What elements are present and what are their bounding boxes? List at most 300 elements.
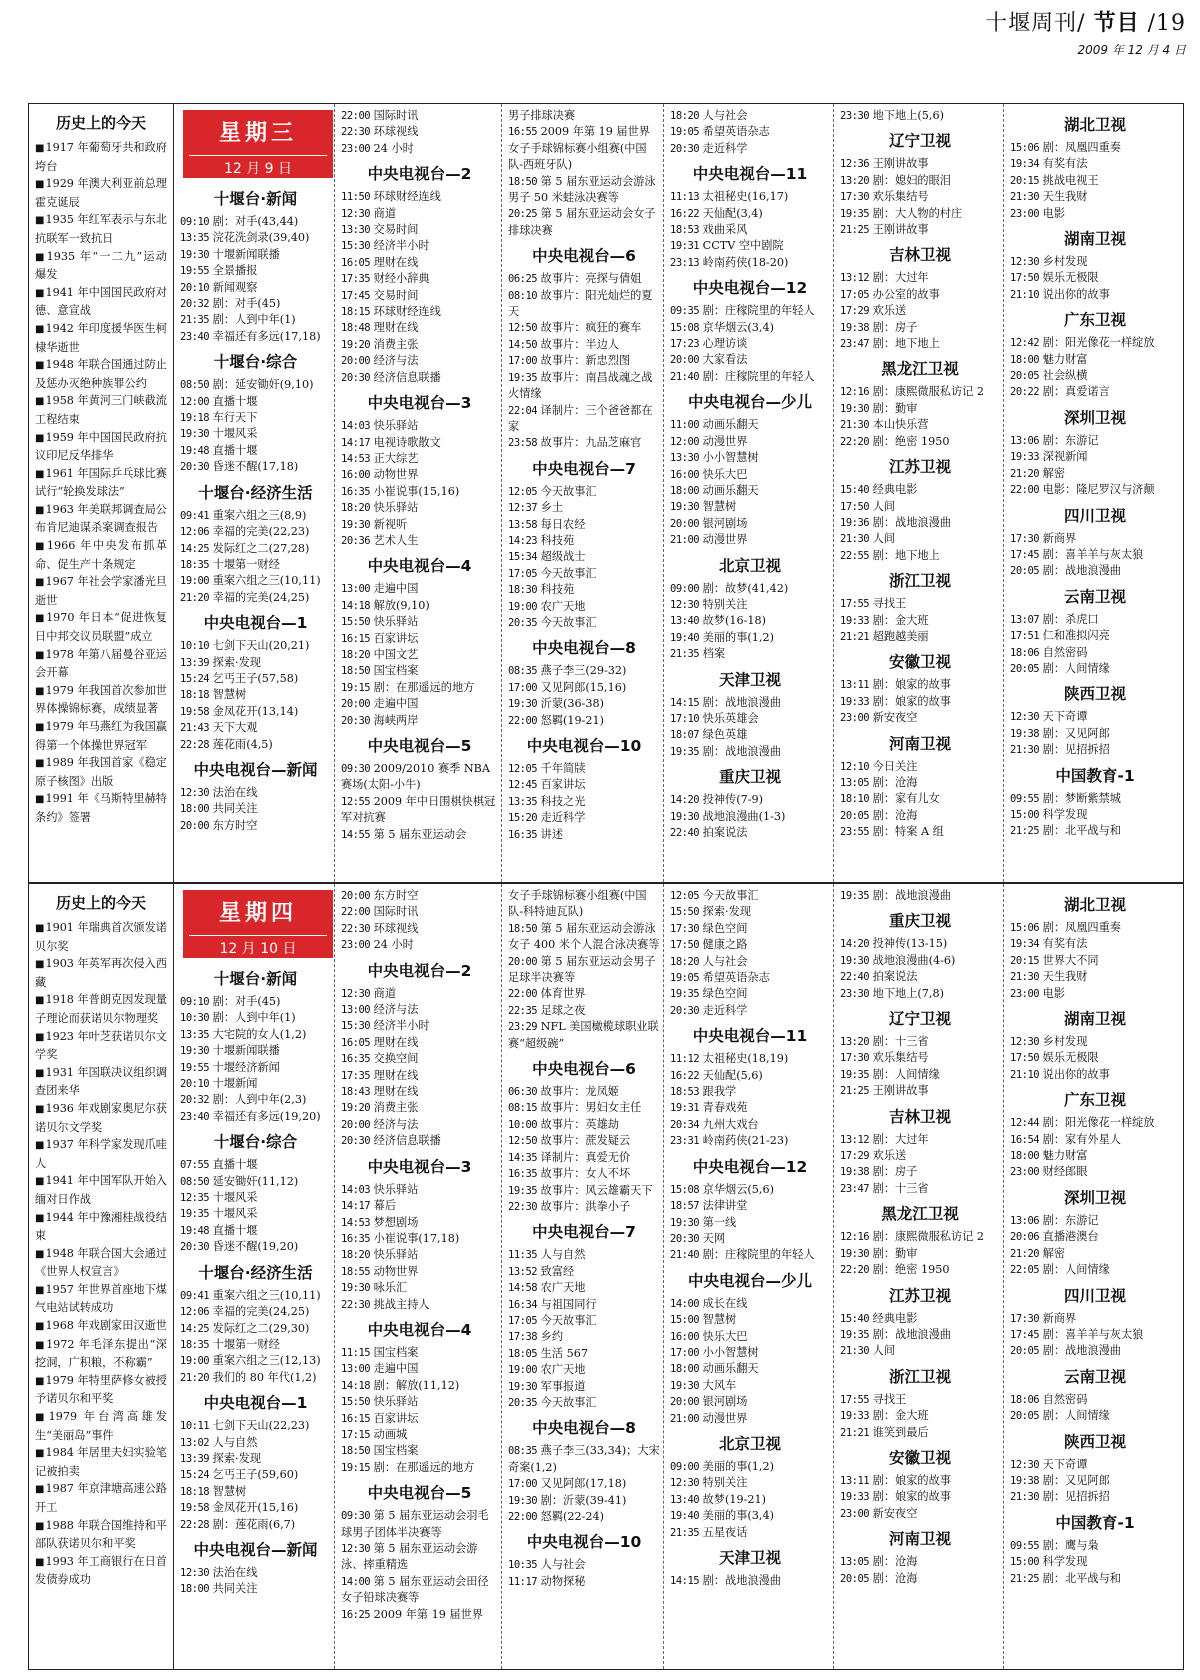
program-title: 环球财经连线 [373, 305, 441, 319]
program-title: 海峡两岸 [373, 713, 419, 727]
program-time: 12:30 [670, 598, 700, 611]
program-title: 十堰风采 [212, 427, 258, 441]
program-time: 16:35 [508, 1168, 538, 1181]
channel-heading: 中央电视台—5 [367, 737, 472, 755]
program-title: 国际时讯 [373, 109, 419, 122]
program-time: 23:30 [840, 110, 870, 122]
history-item-text: 1903 年英军再次侵入西藏 [35, 957, 167, 989]
program-entry [341, 1361, 498, 1377]
program-time: 09:30 [341, 1510, 371, 1523]
program-entry [180, 1321, 331, 1337]
program-time: 22:40 [840, 971, 870, 984]
program-entry [670, 1475, 830, 1491]
program-entry [508, 124, 660, 173]
program-time: 10:10 [180, 640, 210, 653]
history-item [35, 1480, 167, 1516]
square-bullet-icon: ■ [35, 179, 45, 191]
program-entry [341, 794, 498, 827]
program-time: 16:54 [1010, 1133, 1040, 1146]
program-title: 发际红之二(29,30) [212, 1321, 310, 1335]
program-time: 19:30 [180, 428, 210, 441]
program-time: 16:22 [670, 207, 700, 220]
program-entry [508, 1297, 660, 1313]
program-time: 19:48 [180, 444, 210, 457]
program-entry [508, 1264, 660, 1280]
program-time: 20:00 [670, 354, 700, 367]
program-title: 走遍中国 [373, 1362, 419, 1376]
history-item-text: 1918 年普朗克因发现量子理论而获诺贝尔物理奖 [35, 993, 167, 1025]
program-title: 剧：沧海 [872, 808, 918, 822]
program-entry [508, 810, 660, 826]
program-title: 浣花洗剑录(39,40) [212, 231, 310, 245]
program-entry [670, 1068, 830, 1084]
program-time: 20:35 [508, 616, 538, 629]
program-entry [341, 189, 498, 205]
program-title: 谁笑到最后 [872, 1425, 929, 1439]
channel-heading: 中央电视台—少儿 [687, 1271, 812, 1290]
program-entry [508, 1183, 660, 1199]
program-time: 13:30 [341, 224, 371, 237]
program-entry [670, 1378, 830, 1394]
program-time: 18:30 [508, 584, 538, 597]
program-entry [341, 222, 498, 238]
date-label: 12 月 9 日 [189, 155, 327, 178]
program-title: 剧：喜羊羊与灰太狼 [1042, 547, 1144, 561]
program-entry [840, 287, 1000, 303]
history-item [35, 718, 167, 754]
program-entry [508, 1329, 660, 1345]
program-entry [1010, 1343, 1180, 1359]
program-time: 15:30 [341, 1020, 371, 1033]
program-entry [180, 1092, 331, 1108]
program-title: 剧：战地浪漫曲 [702, 744, 781, 758]
program-time: 15:30 [341, 240, 371, 253]
program-entry [180, 1353, 331, 1369]
program-entry [508, 1313, 660, 1329]
program-entry [840, 1262, 1000, 1278]
program-entry [341, 663, 498, 679]
program-title: 银河剧场 [702, 1395, 748, 1409]
program-time: 19:30 [180, 248, 210, 261]
program-entry [1010, 547, 1180, 563]
program-time: 21:20 [1010, 467, 1040, 480]
program-title: 百家讲坛 [373, 1411, 419, 1425]
program-title: 剧：对手(45) [212, 297, 281, 311]
history-item-text: 1991 年《马斯特里赫特条约》签署 [35, 792, 167, 824]
program-entry [508, 888, 660, 921]
program-time: 23:00 [840, 712, 870, 725]
program-time: 12:30 [670, 1477, 700, 1490]
program-title: 地下地上(7,8) [872, 986, 944, 1000]
program-entry [840, 969, 1000, 985]
program-title: 2009 年第 19 届世界女子手球锦标赛小组赛(中国队-西班牙队) [508, 125, 650, 172]
program-entry [670, 450, 830, 466]
channel-heading: 湖南卫视 [1063, 1010, 1126, 1029]
program-entry [180, 704, 331, 720]
history-item-text: 1987 年京津塘高速公路开工 [35, 1482, 167, 1514]
history-item [35, 429, 167, 465]
program-time: 21:10 [1010, 1068, 1040, 1081]
weekday-label: 星期四 [218, 901, 297, 926]
program-time: 14:50 [508, 338, 538, 351]
program-title: 剧：故梦(41,42) [702, 581, 789, 595]
program-time: 20:36 [341, 534, 371, 547]
program-time: 13:00 [341, 1004, 371, 1017]
program-title: 成长在线 [702, 1296, 748, 1310]
history-item [35, 175, 167, 211]
program-entry [670, 1003, 830, 1019]
program-time: 19:33 [840, 614, 870, 627]
program-time: 12:30 [341, 1543, 371, 1555]
program-title: 剧：战地浪漫曲 [702, 695, 781, 709]
program-entry [840, 1408, 1000, 1424]
history-item [35, 1553, 167, 1589]
channel-heading: 云南卫视 [1063, 587, 1126, 606]
program-title: 剧：人到中年(2,3) [212, 1093, 307, 1107]
program-title: 剧：战地浪漫曲 [872, 1327, 951, 1341]
program-time: 12:36 [840, 158, 870, 171]
program-time: 13:00 [341, 583, 371, 596]
program-title: 剧：人间情缘 [1042, 1263, 1110, 1277]
program-time: 14:20 [670, 794, 700, 807]
program-title: 快乐英雄会 [702, 711, 759, 725]
program-entry [1010, 287, 1180, 303]
program-title: 剧：战地浪漫曲 [872, 515, 951, 529]
program-title: 第 5 届东亚运动会羽毛球男子团体半决赛等 [341, 1509, 489, 1539]
program-entry [670, 809, 830, 825]
program-time: 19:30 [670, 501, 700, 514]
program-entry [840, 548, 1000, 564]
listing-column [664, 104, 834, 882]
program-time: 18:00 [180, 803, 210, 816]
program-title: 农广天地 [540, 1281, 586, 1295]
program-title: 岭南药侠(21-23) [702, 1134, 789, 1148]
program-title: 电视诗歌散文 [373, 435, 441, 449]
program-title: 剧：大过年 [872, 1132, 929, 1146]
program-title: 智慧树 [212, 1484, 247, 1498]
program-title: 剧：梦断紫禁城 [1042, 791, 1121, 805]
program-entry [341, 370, 498, 386]
program-title: 经济与法 [373, 1117, 419, 1131]
program-title: 今天故事汇 [540, 1395, 597, 1409]
program-entry [840, 206, 1000, 222]
program-title: 特别关注 [702, 597, 748, 611]
program-title: 快乐驿站 [373, 1248, 419, 1262]
program-entry [180, 426, 331, 442]
program-title: 走近科学 [702, 1003, 748, 1017]
square-bullet-icon: ■ [35, 1176, 45, 1188]
program-title: 五星夜话 [702, 1525, 748, 1539]
listing-column [664, 884, 834, 1669]
channel-heading: 中央电视台—2 [367, 961, 472, 980]
program-time: 15:06 [1010, 142, 1040, 154]
program-time: 12:16 [840, 386, 870, 399]
program-entry [670, 727, 830, 743]
program-time: 21:30 [1010, 744, 1040, 757]
program-entry [180, 1451, 331, 1467]
program-title: 故事片：亮探与倩姐 [540, 272, 642, 286]
program-time: 16:05 [341, 1036, 371, 1049]
program-entry [1010, 335, 1180, 351]
program-entry [670, 320, 830, 336]
listing-column [335, 884, 502, 1669]
issue-date: 2009 年 12 月 4 日 [1077, 43, 1186, 57]
program-title: 深视新闻 [1042, 450, 1088, 464]
channel-heading: 黑龙江卫视 [881, 1205, 959, 1224]
program-entry [180, 655, 331, 671]
program-title: 科技苑 [540, 583, 575, 597]
program-time: 14:00 [341, 1575, 371, 1588]
square-bullet-icon: ■ [35, 995, 45, 1007]
history-column [29, 884, 174, 1669]
program-time: 10:35 [508, 1559, 538, 1572]
history-title: 历史上的今天 [55, 894, 146, 912]
program-entry [670, 1231, 830, 1247]
program-title: 金凤花开(15,16) [212, 1501, 299, 1515]
program-entry [180, 263, 331, 279]
program-time: 16:00 [670, 468, 700, 481]
program-entry [840, 1181, 1000, 1197]
program-title: 经济半小时 [373, 1019, 430, 1033]
program-title: 剧：喜羊羊与灰太狼 [1042, 1327, 1144, 1341]
program-time: 20:00 [341, 890, 371, 902]
program-time: 21:00 [670, 1412, 700, 1425]
program-time: 21:30 [840, 533, 870, 546]
program-time: 12:30 [1010, 1036, 1040, 1049]
program-entry [180, 590, 331, 606]
program-time: 20:00 [670, 517, 700, 530]
program-title: 2009/2010 赛季 NBA 赛场(太阳-小牛) [341, 762, 490, 792]
program-title: 天生我财 [1042, 970, 1088, 984]
program-entry [341, 1002, 498, 1018]
program-entry [1010, 270, 1180, 286]
channel-heading: 中央电视台—7 [532, 1223, 636, 1242]
program-title: 自然密码 [1042, 645, 1088, 659]
program-title: 科学发现 [1042, 1555, 1088, 1569]
program-entry [1010, 953, 1180, 969]
program-entry [180, 1223, 331, 1239]
history-item-text: 1944 年中豫湘桂战役结束 [35, 1210, 167, 1243]
program-title: 故事片：九品芝麻官 [540, 436, 642, 450]
program-entry [508, 1117, 660, 1133]
program-entry [341, 888, 498, 904]
program-time: 20:06 [1010, 1231, 1040, 1244]
history-item [35, 573, 167, 609]
program-title: 人与社会 [702, 109, 748, 122]
program-entry [341, 271, 498, 287]
program-title: 自然密码 [1042, 1392, 1088, 1406]
program-entry [508, 1100, 660, 1116]
program-title: 经济与法 [373, 1003, 419, 1017]
history-item-text: 1967 年社会学家潘光旦逝世 [35, 575, 167, 607]
program-time: 21:25 [1010, 825, 1040, 838]
channel-heading: 辽宁卫视 [888, 132, 951, 151]
program-time: 20:22 [1010, 386, 1040, 399]
program-entry [1010, 1538, 1180, 1554]
program-title: 国际时讯 [373, 905, 419, 919]
program-entry [1010, 384, 1180, 400]
program-entry [670, 1492, 830, 1508]
program-entry [508, 615, 660, 631]
program-time: 15:50 [341, 1396, 371, 1409]
program-time: 15:08 [670, 321, 700, 334]
program-time: 16:35 [341, 485, 371, 498]
program-entry [670, 352, 830, 368]
program-title: 剧：人间情缘 [1042, 661, 1110, 675]
program-title: 剧：勤审 [872, 401, 918, 415]
program-entry [840, 759, 1000, 775]
channel-heading: 吉林卫视 [888, 1107, 951, 1126]
program-time: 21:43 [180, 722, 210, 735]
program-entry [341, 238, 498, 254]
program-title: 绿色空间 [702, 987, 748, 1001]
square-bullet-icon: ■ [35, 1520, 45, 1532]
program-entry [840, 1083, 1000, 1099]
channel-heading: 天津卫视 [718, 670, 781, 689]
program-entry [341, 1117, 498, 1133]
program-time: 09:10 [180, 216, 210, 228]
history-item-text: 1988 年联合国维持和平部队获诺贝尔和平奖 [35, 1518, 167, 1551]
program-time: 19:05 [670, 972, 700, 985]
program-entry [180, 1435, 331, 1451]
program-time: 16:15 [341, 1412, 371, 1425]
program-entry [1010, 1050, 1180, 1066]
program-time: 18:50 [341, 665, 371, 678]
program-time: 09:55 [1010, 792, 1040, 805]
program-time: 19:31 [670, 240, 700, 253]
history-item [35, 1209, 167, 1245]
program-time: 15:40 [840, 484, 870, 497]
program-title: 动画乐翻天 [702, 1362, 759, 1376]
program-title: 讲述 [540, 827, 564, 841]
program-title: 重案六组之三(10,11) [212, 1288, 321, 1302]
day-block-thursday [28, 883, 1184, 1670]
program-title: 剧：大人物的村庄 [872, 206, 963, 220]
program-entry [341, 1541, 498, 1574]
program-title: 寻找王 [872, 597, 907, 611]
program-title: 快乐大巴 [702, 1329, 748, 1343]
program-entry [840, 270, 1000, 286]
program-title: 欢乐集结号 [872, 1051, 929, 1065]
program-title: 新闻观察 [212, 280, 258, 294]
program-title: 十堰新闻联播 [212, 1044, 280, 1058]
program-entry [508, 582, 660, 598]
program-title: 本山快乐营 [872, 418, 929, 432]
program-title: 乞丐王子(57,58) [212, 671, 299, 685]
program-time: 06:30 [508, 1086, 538, 1099]
program-title: 七剑下天山(20,21) [212, 639, 310, 653]
program-time: 22:30 [341, 1298, 371, 1311]
channel-heading: 云南卫视 [1063, 1367, 1126, 1386]
history-item [35, 646, 167, 682]
square-bullet-icon: ■ [35, 1448, 45, 1460]
program-entry [180, 394, 331, 410]
program-entry [1010, 986, 1180, 1002]
channel-heading: 湖南卫视 [1063, 230, 1126, 249]
program-title: 经济与法 [373, 354, 419, 368]
program-time: 12:10 [840, 760, 870, 773]
program-title: 交换空间 [373, 1052, 419, 1066]
program-time: 20:30 [670, 142, 700, 155]
program-entry [341, 1280, 498, 1296]
channel-heading: 十堰台·综合 [213, 1133, 298, 1152]
program-time: 12:30 [341, 987, 371, 1000]
program-title: 农广天地 [540, 1363, 586, 1377]
day-badge [183, 890, 333, 958]
program-entry [180, 1174, 331, 1190]
history-title: 历史上的今天 [55, 114, 146, 132]
history-item [35, 356, 167, 392]
program-time: 16:00 [341, 469, 371, 482]
program-title: 动物世界 [373, 468, 419, 482]
program-entry [341, 141, 498, 157]
program-time: 21:30 [840, 1345, 870, 1358]
program-time: 18:00 [670, 1363, 700, 1376]
program-time: 12:00 [180, 395, 210, 408]
program-title: 绿色空间 [702, 921, 748, 935]
program-title: 延安锄奸(11,12) [212, 1174, 299, 1188]
program-title: 剧：沧海 [872, 1555, 918, 1569]
program-time: 13:30 [670, 452, 700, 465]
history-item [35, 1028, 167, 1064]
program-title: 剧：莲花雨(6,7) [212, 1517, 296, 1531]
program-time: 12:50 [508, 1135, 538, 1148]
program-entry [670, 516, 830, 532]
program-time: 14:25 [180, 542, 210, 555]
program-title: 故事片：南昌战魂之战火情缘 [508, 370, 653, 401]
program-time: 21:21 [840, 630, 870, 643]
history-item-text: 1948 年联合国通过防止及惩办灭绝种族罪公约 [35, 358, 167, 390]
program-title: 天仙配(5,6) [702, 1068, 763, 1082]
program-time: 12:30 [180, 786, 210, 799]
program-time: 18:55 [341, 1265, 371, 1278]
program-entry [180, 214, 331, 230]
program-entry [508, 680, 660, 696]
program-title: 第 5 届东亚运动会游泳女子 400 米个人混合泳决赛等 [508, 921, 660, 952]
program-time: 12:05 [508, 763, 538, 775]
program-time: 19:36 [840, 516, 870, 529]
channel-heading: 十堰台·新闻 [213, 970, 298, 988]
program-entry [341, 418, 498, 434]
program-title: 百家讲坛 [540, 778, 586, 792]
history-item [35, 537, 167, 573]
square-bullet-icon: ■ [35, 1484, 45, 1496]
program-title: 跟我学 [702, 1085, 737, 1099]
program-entry [508, 1346, 660, 1362]
channel-heading: 中央电视台—1 [203, 614, 308, 633]
program-entry [180, 737, 331, 753]
program-title: 理财在线 [373, 321, 419, 335]
program-title: 2009 年第 19 届世界 [373, 1607, 483, 1621]
program-time: 18:20 [670, 955, 700, 968]
program-entry [840, 1246, 1000, 1262]
program-entry [1010, 1115, 1180, 1131]
program-entry [341, 1133, 498, 1149]
masthead [985, 6, 1186, 58]
program-time: 12:05 [508, 485, 538, 498]
program-title: 百家讲坛 [373, 631, 419, 645]
program-entry [1010, 823, 1180, 839]
program-entry [840, 1148, 1000, 1164]
program-entry [508, 1280, 660, 1296]
program-entry [840, 710, 1000, 726]
program-time: 09:35 [670, 305, 700, 318]
program-entry [341, 435, 498, 451]
program-entry [670, 630, 830, 646]
program-title: 剧：在那遥远的地方 [373, 680, 475, 694]
program-time: 18:53 [670, 1086, 700, 1099]
program-time: 18:06 [1010, 646, 1040, 659]
